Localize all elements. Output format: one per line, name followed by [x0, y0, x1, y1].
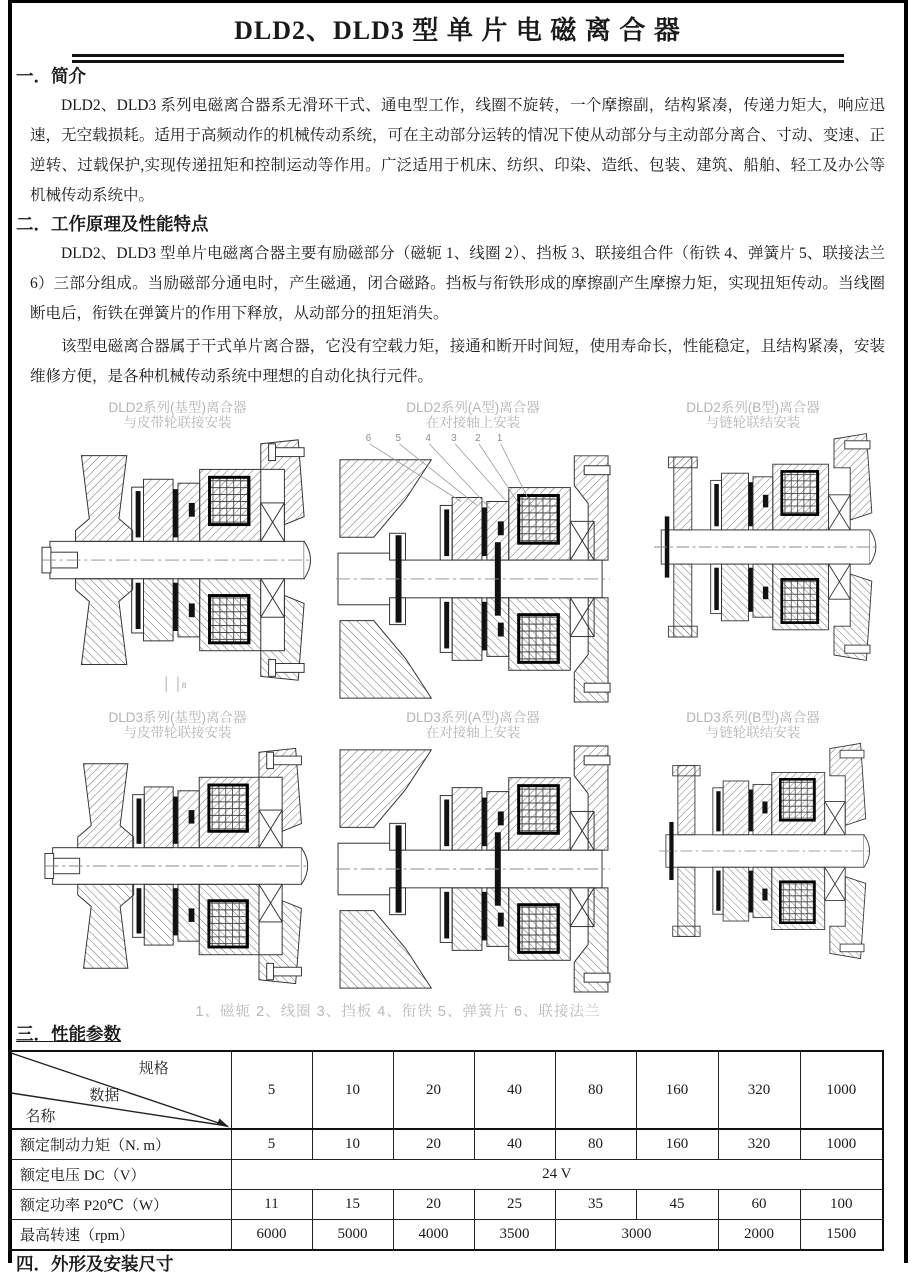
clutch-drawing-dld2-basic: [40, 430, 316, 698]
cell: 25: [474, 1190, 555, 1220]
cell: 4000: [393, 1220, 474, 1251]
cell: 2000: [718, 1220, 800, 1251]
cell: 320: [718, 1129, 800, 1160]
callout-3: 3: [451, 432, 457, 444]
cell: 15: [312, 1190, 393, 1220]
table-corner-cell: [9, 1051, 231, 1129]
figure-dld3-a-type: [325, 710, 621, 998]
cell: 20: [393, 1129, 474, 1160]
section4-heading: 四．外形及安装尺寸: [16, 1254, 174, 1274]
spec-col: 5: [231, 1051, 312, 1129]
section2-paragraph-2: 该型电磁离合器属于干式单片离合器，它没有空载力矩，接通和断开时间短，使用寿命长，性能稳定，且结构紧凑，安装维修方便，是各种机械传动系统中理想的自动化执行元件。: [30, 338, 885, 385]
row-label: 额定制动力矩（N. m）: [9, 1129, 231, 1160]
figure-dld3-a-caption: [406, 710, 540, 740]
figure-dld2-a-caption: [406, 400, 540, 430]
caption-line1: DLD3系列(A型)离合器: [406, 710, 540, 725]
row-label: 额定电压 DC（V）: [9, 1160, 231, 1190]
row-label: 最高转速（rpm）: [9, 1220, 231, 1251]
spec-col: 10: [312, 1051, 393, 1129]
cell: 60: [718, 1190, 800, 1220]
section3-heading: 三．性能参数: [16, 1024, 121, 1044]
spec-col: 40: [474, 1051, 555, 1129]
table-row-torque: [9, 1129, 883, 1160]
corner-label-name: 名称: [25, 1109, 56, 1126]
caption-line1: DLD2系列(基型)离合器: [108, 400, 247, 415]
page-title: DLD2、DLD3 型 单 片 电 磁 离 合 器: [234, 16, 681, 45]
clutch-drawing-dld3-basic: [43, 740, 313, 992]
caption-line2: 在对接轴上安装: [425, 725, 521, 740]
table-row-voltage: [9, 1160, 883, 1190]
corner-label-spec: 规格: [138, 1061, 169, 1078]
figure-dld3-basic: [30, 710, 325, 998]
figure-dld2-a-type: [325, 400, 621, 710]
cell: 5: [231, 1129, 312, 1160]
section1-paragraph: DLD2、DLD3 系列电磁离合器系无滑环干式、通电型工作，线圈不旋转，一个摩擦副，结构紧凑，传递力矩大，响应迅速，无空载损耗。适用于高频动作的机械传动系统，可在主动部分运转的情况下使从动部分与主动部分离合、寸动、变速、正逆转、过载保护,实现传递扭矩和控制运动等作用。广泛适用于机床、纺织、印染、造纸、包装、建筑、船舶、轻工及办公等机械传动系统中。: [30, 97, 885, 204]
caption-line2: 与链轮联结安装: [705, 725, 801, 740]
figure-dld3-b-type: [621, 710, 885, 998]
spec-col: 80: [555, 1051, 636, 1129]
caption-line2: 与皮带轮联接安装: [123, 415, 232, 430]
section2-paragraph-1: DLD2、DLD3 型单片电磁离合器主要有励磁部分（磁轭 1、线圈 2）、挡板 3、联接组合件（衔铁 4、弹簧片 5、联接法兰 6）三部分组成。当励磁部分通电时，产生磁通，闭合磁路。挡板与衔铁形成的摩擦副产生摩擦力矩，实现扭矩传动。当线圈断电后，衔铁在弹簧片的作用下释放，从动部分的扭矩消失。: [30, 245, 885, 322]
caption-line1: DLD2系列(B型)离合器: [686, 400, 820, 415]
figure-dld2-basic-caption: [108, 400, 246, 430]
callout-1: 1: [496, 432, 503, 444]
cell: 100: [800, 1190, 883, 1220]
cell: 3500: [474, 1220, 555, 1251]
cell: 45: [636, 1190, 718, 1220]
caption-line1: DLD3系列(基型)离合器: [108, 710, 247, 725]
dimension-label: 8: [181, 680, 186, 691]
clutch-drawing-dld3-b-type: [633, 740, 873, 962]
caption-line1: DLD3系列(B型)离合器: [686, 710, 820, 725]
cell: 40: [474, 1129, 555, 1160]
cell: 35: [555, 1190, 636, 1220]
callout-6: 6: [365, 432, 372, 444]
caption-line2: 与链轮联结安装: [705, 415, 801, 430]
table-header-row: [9, 1051, 883, 1129]
figure-grid: [30, 400, 885, 998]
spec-col: 1000: [800, 1051, 883, 1129]
cell-speed-span: 3000: [555, 1220, 718, 1251]
cell: 1500: [800, 1220, 883, 1251]
callout-5: 5: [395, 432, 402, 444]
spec-col: 320: [718, 1051, 800, 1129]
figure-dld3-b-caption: [686, 710, 820, 740]
table-row-power: [9, 1190, 883, 1220]
row-label: 额定功率 P20℃（W）: [9, 1190, 231, 1220]
cell: 10: [312, 1129, 393, 1160]
cell: 1000: [800, 1129, 883, 1160]
callout-numbers: [366, 433, 503, 444]
figure-dld2-b-type: [621, 400, 885, 710]
figure-dld3-basic-caption: [108, 710, 246, 740]
cell: 11: [231, 1190, 312, 1220]
callout-4: 4: [425, 432, 431, 444]
caption-line2: 与皮带轮联接安装: [123, 725, 232, 740]
caption-line2: 在对接轴上安装: [425, 415, 521, 430]
cell: 160: [636, 1129, 718, 1160]
cell: 5000: [312, 1220, 393, 1251]
spec-col: 20: [393, 1051, 474, 1129]
table-row-speed: [9, 1220, 883, 1251]
figure-dld2-b-caption: [686, 400, 820, 430]
cell: 20: [393, 1190, 474, 1220]
corner-label-data: 数据: [89, 1087, 120, 1104]
spec-col: 160: [636, 1051, 718, 1129]
callout-2: 2: [474, 432, 481, 444]
figure-dld2-basic: [30, 400, 325, 710]
performance-table: [8, 1050, 884, 1251]
clutch-drawing-dld2-b-type: [627, 430, 879, 664]
figure-parts-legend: 1、磁轭 2、线圈 3、挡板 4、衔铁 5、弹簧片 6、联接法兰: [195, 1004, 601, 1020]
cell-voltage-span: 24 V: [231, 1160, 883, 1190]
section1-heading: 一．简介: [16, 66, 86, 86]
title-double-rule: [72, 54, 844, 63]
clutch-drawing-dld3-a-type: [332, 740, 614, 998]
section2-heading: 二．工作原理及性能特点: [16, 214, 209, 234]
clutch-drawing-dld2-a-type: [331, 430, 615, 710]
cell: 6000: [231, 1220, 312, 1251]
cell: 80: [555, 1129, 636, 1160]
caption-line1: DLD2系列(A型)离合器: [406, 400, 540, 415]
